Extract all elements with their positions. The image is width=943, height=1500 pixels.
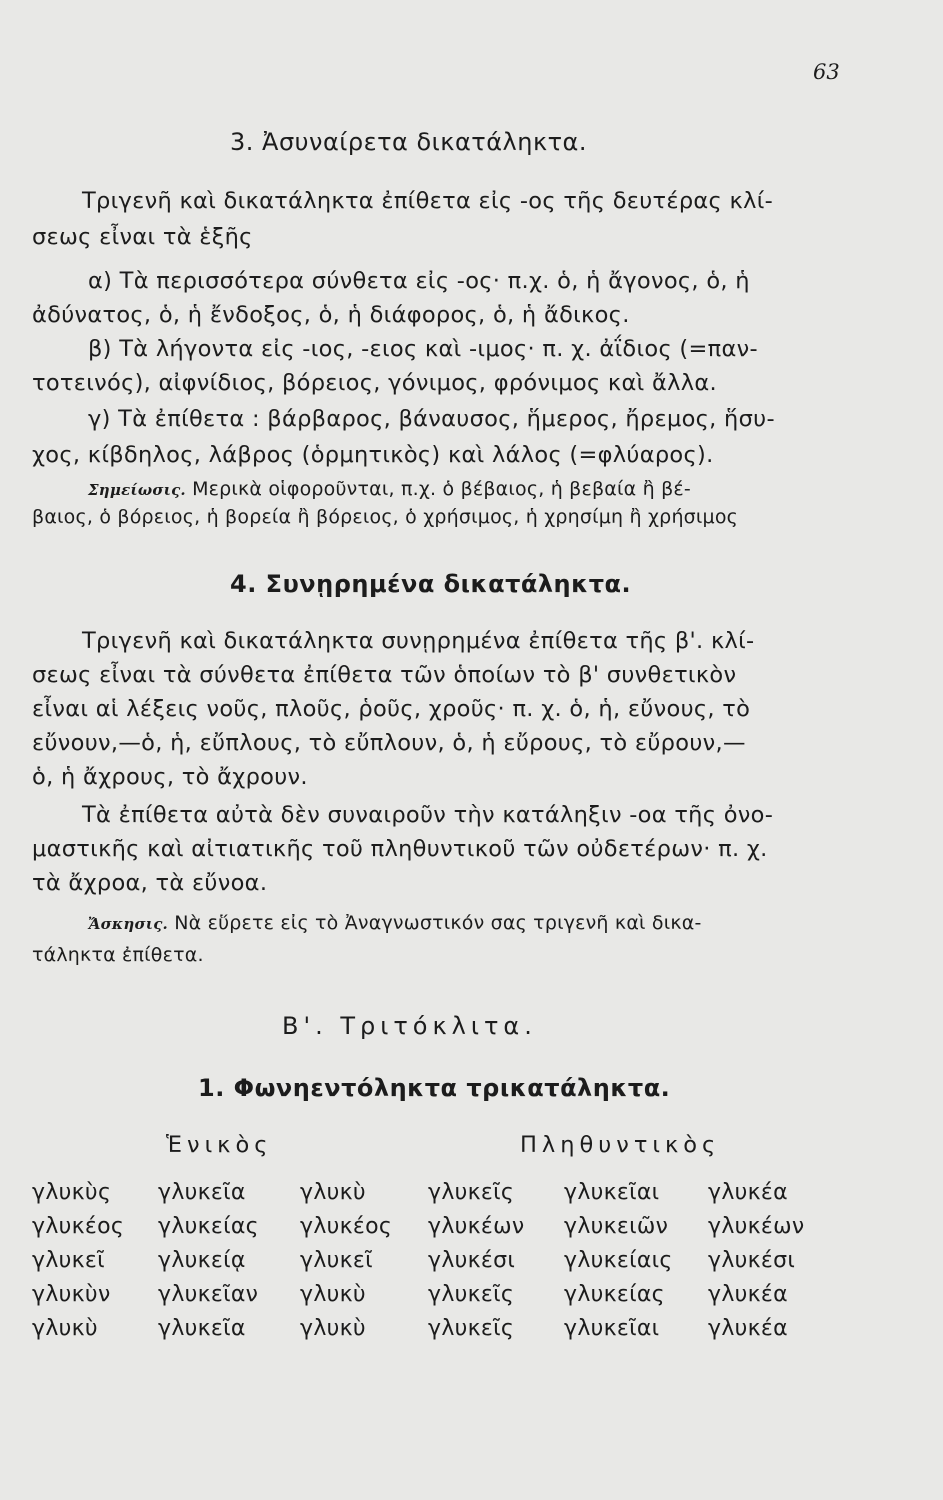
- table-cell: γλυκεῖς: [428, 1180, 515, 1205]
- table-cell: γλυκείας: [158, 1214, 259, 1239]
- plural-label: Πληθυντικὸς: [520, 1132, 721, 1158]
- table-row: [32, 1248, 852, 1282]
- table-cell: γλυκεῖς: [428, 1282, 515, 1307]
- table-cell: γλυκὺ: [32, 1316, 98, 1341]
- section3-a-line: α) Τὰ περισσότερα σύνθετα εἰς -ος· π.χ. ὁ, ἡ ἄγονος, ὁ, ἡ: [88, 268, 750, 294]
- section3-c-line: γ) Τὰ ἐπίθετα : βάρβαρος, βάναυσος, ἥμερος, ἤρεμος, ἥσυ-: [88, 406, 775, 432]
- note-label: Σημείωσις.: [88, 481, 186, 499]
- section3-b-line: β) Τὰ λήγοντα εἰς -ιος, -ειος καὶ -ιμος· π. χ. ἀΐδιος (=παν-: [88, 336, 758, 362]
- section4-para1-line: εὔνουν,—ὁ, ἡ, εὔπλους, τὸ εὔπλουν, ὁ, ἡ εὔρους, τὸ εὔρουν,—: [32, 730, 746, 756]
- table-cell: γλυκεῖ: [300, 1248, 373, 1273]
- table-cell: γλυκὺς: [32, 1180, 112, 1205]
- exercise-label: Ἄσκησις.: [88, 915, 168, 933]
- table-cell: γλυκεῖαν: [158, 1282, 259, 1307]
- table-cell: γλυκεῖαι: [564, 1316, 660, 1341]
- table-cell: γλυκὺ: [300, 1316, 366, 1341]
- section4-para2-line: Τὰ ἐπίθετα αὐτὰ δὲν συναιροῦν τὴν κατάληξιν -οα τῆς ὀνο-: [82, 802, 774, 828]
- table-cell: γλυκέος: [300, 1214, 393, 1239]
- section3-note: [88, 478, 691, 500]
- exercise-text: Νὰ εὕρετε εἰς τὸ Ἀναγνωστικόν σας τριγενῆ καὶ δικα-: [174, 912, 702, 934]
- table-row: [32, 1180, 852, 1214]
- table-row: [32, 1282, 852, 1316]
- table-cell: γλυκέσι: [428, 1248, 516, 1273]
- table-cell: γλυκέων: [428, 1214, 525, 1239]
- section4-para1-line: εἶναι αἱ λέξεις νοῦς, πλοῦς, ῥοῦς, χροῦς· π. χ. ὁ, ἡ, εὔνους, τὸ: [32, 696, 751, 722]
- table-cell: γλυκεῖς: [428, 1316, 515, 1341]
- section4-para2-line: μαστικῆς καὶ αἰτιατικῆς τοῦ πληθυντικοῦ τῶν οὐδετέρων· π. χ.: [32, 836, 768, 862]
- table-cell: γλυκείας: [564, 1282, 665, 1307]
- partB-heading: Β'. Τριτόκλιτα.: [282, 1012, 537, 1040]
- table-cell: γλυκειῶν: [564, 1214, 669, 1239]
- page-number: 63: [813, 60, 840, 84]
- section3-heading: 3. Ἀσυναίρετα δικατάληκτα.: [230, 128, 587, 156]
- table-cell: γλυκεῖαι: [564, 1180, 660, 1205]
- section3-note-cont: βαιος, ὁ βόρειος, ἡ βορεία ἢ βόρειος, ὁ χρήσιμος, ἡ χρησίμη ἢ χρήσιμος: [32, 506, 739, 528]
- table-cell: γλυκεῖα: [158, 1316, 246, 1341]
- section4-para1-line: Τριγενῆ καὶ δικατάληκτα συνῃρημένα ἐπίθετα τῆς β'. κλί-: [82, 628, 755, 654]
- table-row: [32, 1214, 852, 1248]
- table-cell: γλυκείᾳ: [158, 1248, 246, 1273]
- partB-subheading: 1. Φωνηεντόληκτα τρικατάληκτα.: [198, 1074, 671, 1102]
- table-cell: γλυκὺν: [32, 1282, 111, 1307]
- table-cell: γλυκέος: [32, 1214, 125, 1239]
- note-text: Μερικὰ οἱφοροῦνται, π.χ. ὁ βέβαιος, ἡ βεβαία ἢ βέ-: [192, 478, 691, 500]
- section3-para-line: σεως εἶναι τὰ ἑξῆς: [32, 224, 253, 250]
- table-cell: γλυκεῖα: [158, 1180, 246, 1205]
- table-cell: γλυκὺ: [300, 1282, 366, 1307]
- singular-label: Ἑνικὸς: [166, 1132, 273, 1158]
- section4-para2-line: τὰ ἄχροα, τὰ εὔνοα.: [32, 870, 268, 896]
- section4-para1-line: ὁ, ἡ ἄχρους, τὸ ἄχρουν.: [32, 764, 308, 790]
- section3-b-line: τοτεινός), αἰφνίδιος, βόρειος, γόνιμος, φρόνιμος καὶ ἄλλα.: [32, 370, 717, 396]
- section3-c-line: χος, κίβδηλος, λάβρος (ὁρμητικὸς) καὶ λάλος (=φλύαρος).: [32, 442, 714, 468]
- table-row: [32, 1316, 852, 1350]
- section3-a-line: ἀδύνατος, ὁ, ἡ ἔνδοξος, ὁ, ἡ διάφορος, ὁ, ἡ ἄδικος.: [32, 302, 630, 328]
- table-cell: γλυκέα: [708, 1316, 788, 1341]
- table-cell: γλυκέα: [708, 1180, 788, 1205]
- section4-heading: 4. Συνῃρημένα δικατάληκτα.: [230, 570, 632, 598]
- table-cell: γλυκείαις: [564, 1248, 673, 1273]
- table-cell: γλυκέα: [708, 1282, 788, 1307]
- table-cell: γλυκέων: [708, 1214, 805, 1239]
- section4-exercise: [88, 912, 702, 934]
- section3-para-line: Τριγενῆ καὶ δικατάληκτα ἐπίθετα εἰς -ος τῆς δευτέρας κλί-: [82, 188, 774, 214]
- table-cell: γλυκέσι: [708, 1248, 796, 1273]
- declension-table: [32, 1180, 852, 1350]
- table-cell: γλυκεῖ: [32, 1248, 105, 1273]
- table-cell: γλυκὺ: [300, 1180, 366, 1205]
- section4-para1-line: σεως εἶναι τὰ σύνθετα ἐπίθετα τῶν ὁποίων τὸ β' συνθετικὸν: [32, 662, 737, 688]
- section4-exercise-cont: τάληκτα ἐπίθετα.: [32, 944, 204, 966]
